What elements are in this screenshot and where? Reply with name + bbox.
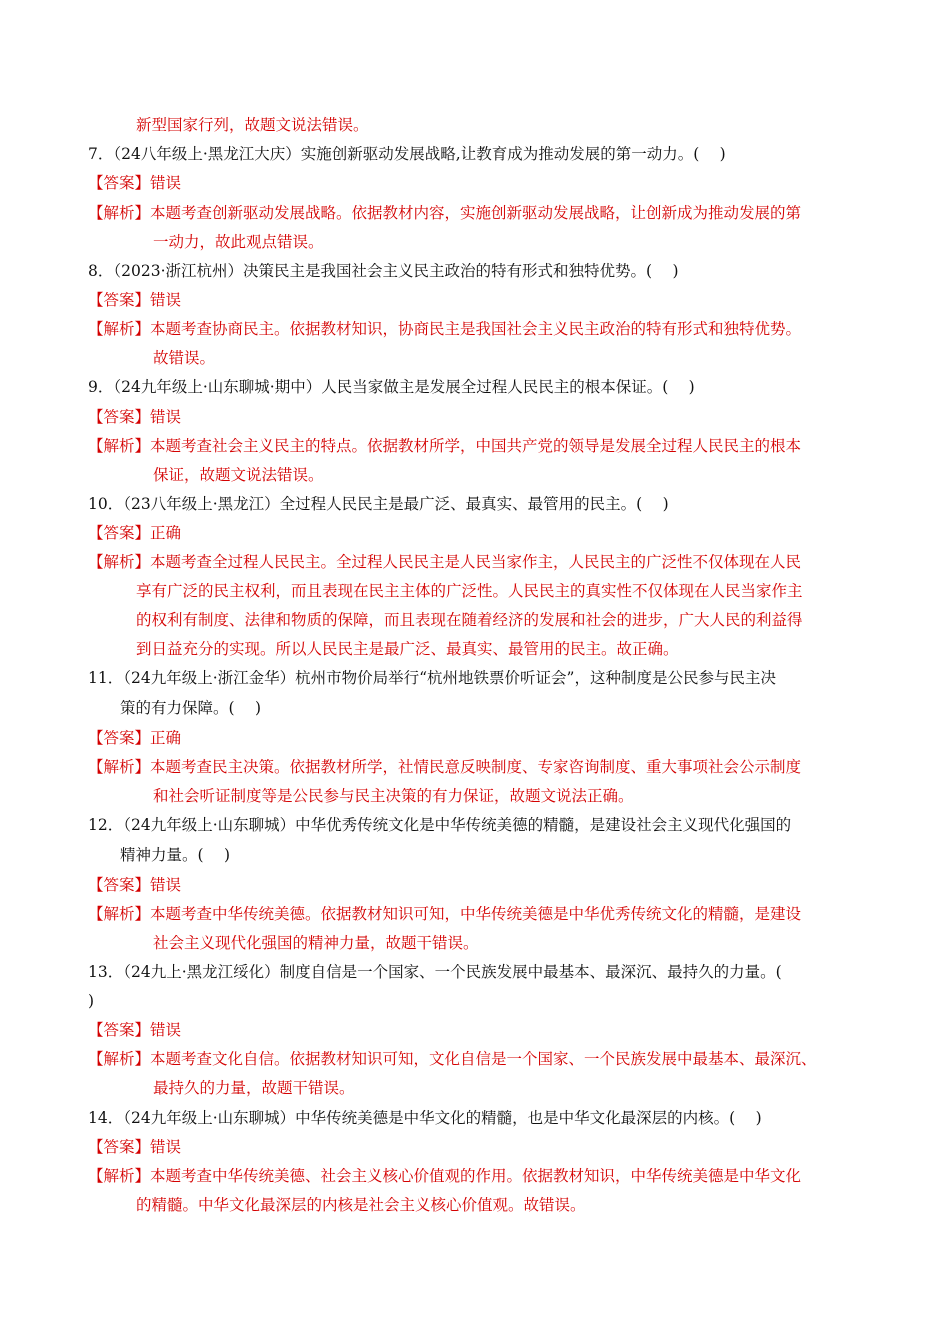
question-11 <box>88 667 776 689</box>
analysis-13 <box>88 1048 817 1070</box>
question-text: （24九年级上·山东聊城）中华传统美德是中华文化的精髓，也是中华文化最深层的内核。( ) <box>123 1109 762 1127</box>
question-9 <box>88 376 695 398</box>
answer-11 <box>88 727 181 749</box>
analysis-text: 本题考查社会主义民主的特点。依据教材所学，中国共产党的领导是发展全过程人民民主的根本 <box>150 437 802 455</box>
answer-12 <box>88 874 181 896</box>
question-text: （23八年级上·黑龙江）全过程人民民主是最广泛、最真实、最管用的民主。( ) <box>123 495 669 513</box>
answer-14 <box>88 1136 181 1158</box>
analysis-12-line-2: 社会主义现代化强国的精神力量，故题干错误。 <box>153 934 479 952</box>
analysis-7-line-2: 一动力，故此观点错误。 <box>153 233 324 251</box>
analysis-9-line-2: 保证，故题文说法错误。 <box>153 466 324 484</box>
analysis-label: 【解析】 <box>88 905 151 923</box>
question-13 <box>88 961 782 983</box>
previous-analysis-continuation: 新型国家行列，故题文说法错误。 <box>136 116 369 134</box>
analysis-12 <box>88 903 801 925</box>
question-10 <box>88 493 669 515</box>
question-number: 11． <box>88 669 124 687</box>
analysis-8-line-2: 故错误。 <box>153 349 216 367</box>
question-number: 12． <box>88 816 124 834</box>
question-13-line-2: ) <box>88 992 95 1010</box>
analysis-text: 本题考查文化自信。依据教材知识可知，文化自信是一个国家、一个民族发展中最基本、最深沉、 <box>150 1050 817 1068</box>
analysis-10 <box>88 551 801 573</box>
answer-label: 【答案】 <box>88 876 151 894</box>
analysis-label: 【解析】 <box>88 320 151 338</box>
question-text: （24八年级上·黑龙江大庆）实施创新驱动发展战略,让教育成为推动发展的第一动力。( ) <box>113 145 726 163</box>
question-7 <box>88 143 726 165</box>
question-number: 14． <box>88 1109 124 1127</box>
analysis-text: 本题考查创新驱动发展战略。依据教材内容，实施创新驱动发展战略，让创新成为推动发展的第 <box>150 204 802 222</box>
answer-7 <box>88 172 181 194</box>
answer-value: 错误 <box>150 291 182 309</box>
answer-label: 【答案】 <box>88 291 151 309</box>
analysis-label: 【解析】 <box>88 1167 151 1185</box>
answer-value: 错误 <box>150 1021 182 1039</box>
question-text: （24九年级上·山东聊城·期中）人民当家做主是发展全过程人民民主的根本保证。( ) <box>113 378 695 396</box>
question-8 <box>88 260 679 282</box>
analysis-text: 本题考查中华传统美德、社会主义核心价值观的作用。依据教材知识，中华传统美德是中华文化 <box>150 1167 802 1185</box>
analysis-9 <box>88 435 801 457</box>
analysis-label: 【解析】 <box>88 553 151 571</box>
answer-label: 【答案】 <box>88 174 151 192</box>
analysis-14 <box>88 1165 801 1187</box>
question-text: （2023·浙江杭州）决策民主是我国社会主义民主政治的特有形式和独特优势。( ) <box>113 262 679 280</box>
question-11-line-2: 策的有力保障。( ) <box>120 699 262 717</box>
question-number: 8． <box>88 262 114 280</box>
analysis-11-line-2: 和社会听证制度等是公民参与民主决策的有力保证，故题文说法正确。 <box>153 787 634 805</box>
analysis-label: 【解析】 <box>88 204 151 222</box>
question-number: 13． <box>88 963 124 981</box>
answer-label: 【答案】 <box>88 408 151 426</box>
answer-label: 【答案】 <box>88 524 151 542</box>
question-12-line-2: 精神力量。( ) <box>120 846 231 864</box>
question-14 <box>88 1107 762 1129</box>
analysis-text: 本题考查全过程人民民主。全过程人民民主是人民当家作主，人民民主的广泛性不仅体现在人民 <box>150 553 802 571</box>
answer-label: 【答案】 <box>88 1021 151 1039</box>
answer-label: 【答案】 <box>88 729 151 747</box>
question-number: 10． <box>88 495 124 513</box>
analysis-text: 本题考查民主决策。依据教材所学，社情民意反映制度、专家咨询制度、重大事项社会公示制度 <box>150 758 802 776</box>
answer-13 <box>88 1019 181 1041</box>
analysis-label: 【解析】 <box>88 437 151 455</box>
answer-value: 错误 <box>150 174 182 192</box>
analysis-10-line-4: 到日益充分的实现。所以人民民主是最广泛、最真实、最管用的民主。故正确。 <box>136 640 679 658</box>
analysis-14-line-2: 的精髓。中华文化最深层的内核是社会主义核心价值观。故错误。 <box>136 1196 586 1214</box>
answer-9 <box>88 406 181 428</box>
answer-value: 错误 <box>150 1138 182 1156</box>
analysis-13-line-2: 最持久的力量，故题干错误。 <box>153 1079 355 1097</box>
analysis-text: 本题考查中华传统美德。依据教材知识可知，中华传统美德是中华优秀传统文化的精髓，是建设 <box>150 905 802 923</box>
question-text: （24九年级上·山东聊城）中华优秀传统文化是中华传统美德的精髓，是建设社会主义现代化强国的 <box>123 816 792 834</box>
question-text: （24九年级上·浙江金华）杭州市物价局举行“杭州地铁票价听证会”，这种制度是公民参与民主决 <box>123 669 776 687</box>
question-12 <box>88 814 791 836</box>
analysis-7 <box>88 202 801 224</box>
analysis-text: 本题考查协商民主。依据教材知识，协商民主是我国社会主义民主政治的特有形式和独特优势。 <box>150 320 802 338</box>
analysis-label: 【解析】 <box>88 1050 151 1068</box>
answer-value: 正确 <box>150 729 182 747</box>
answer-value: 错误 <box>150 408 182 426</box>
analysis-11 <box>88 756 801 778</box>
question-number: 9． <box>88 378 114 396</box>
answer-10 <box>88 522 181 544</box>
analysis-10-line-2: 享有广泛的民主权利，而且表现在民主主体的广泛性。人民民主的真实性不仅体现在人民当家作主 <box>136 582 803 600</box>
question-number: 7． <box>88 145 114 163</box>
answer-label: 【答案】 <box>88 1138 151 1156</box>
question-text: （24九上·黑龙江绥化）制度自信是一个国家、一个民族发展中最基本、最深沉、最持久的力量。( <box>123 963 782 981</box>
answer-value: 正确 <box>150 524 182 542</box>
answer-value: 错误 <box>150 876 182 894</box>
analysis-label: 【解析】 <box>88 758 151 776</box>
analysis-10-line-3: 的权利有制度、法律和物质的保障，而且表现在随着经济的发展和社会的进步，广大人民的利益得 <box>136 611 803 629</box>
answer-8 <box>88 289 181 311</box>
analysis-8 <box>88 318 801 340</box>
